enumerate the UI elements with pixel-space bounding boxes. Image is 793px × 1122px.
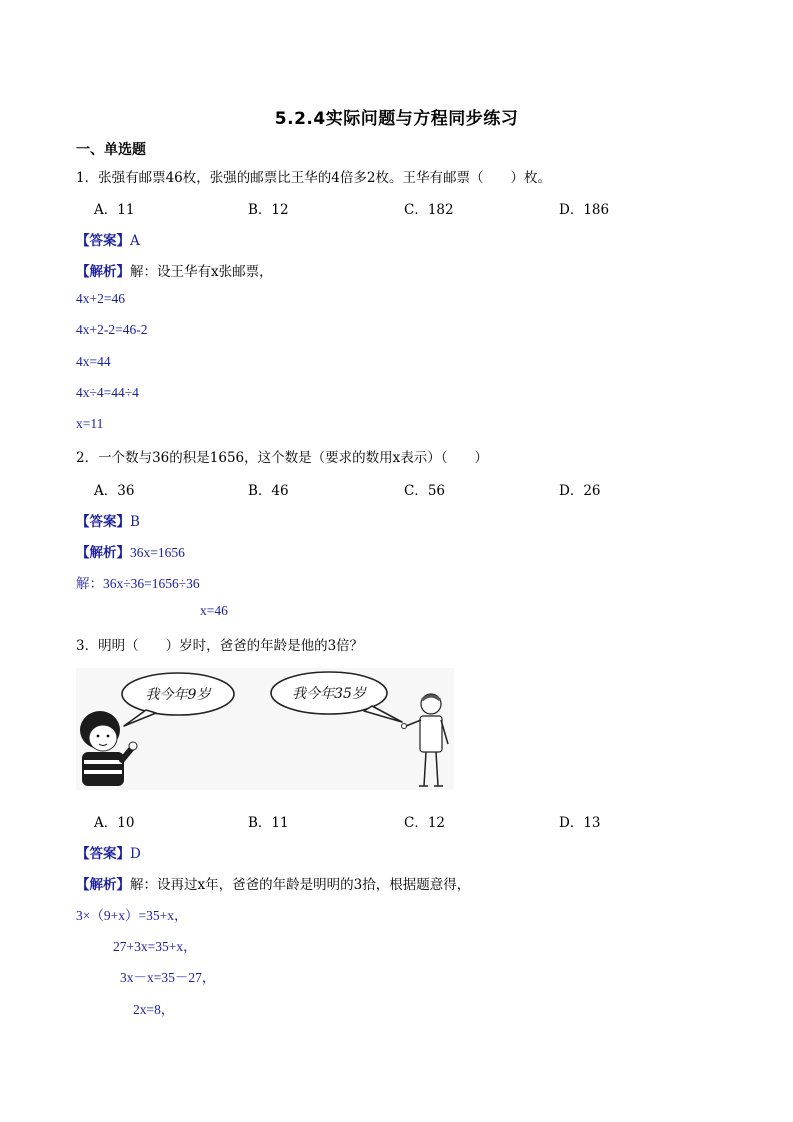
question-2-text: 2．一个数与36的积是1656，这个数是（要求的数用x表示）（ ） <box>76 450 488 466</box>
age-illustration <box>76 668 454 790</box>
analysis-label: 【解析】 <box>76 264 130 280</box>
bubble-right-text: 我今年35岁 <box>292 686 366 702</box>
q1-step-2: 4x+2-2=46-2 <box>76 322 148 337</box>
q3-analysis <box>76 873 470 893</box>
section-heading: 一、单选题 <box>76 142 146 158</box>
q3-option-c: C．12 <box>404 815 446 831</box>
answer-label: 【答案】 <box>76 514 130 530</box>
q1-step-1: 4x+2=46 <box>76 291 125 306</box>
analysis-text: 解：设王华有x张邮票， <box>130 264 273 280</box>
analysis-label: 【解析】 <box>76 877 130 893</box>
answer-value: A <box>130 233 140 249</box>
q2-answer <box>76 510 140 530</box>
q2-option-b: B．46 <box>248 483 289 499</box>
analysis-text: 36x=1656 <box>130 545 185 560</box>
q2-step-1: 解：36x÷36=1656÷36 <box>76 576 200 591</box>
analysis-label: 【解析】 <box>76 545 130 561</box>
answer-label: 【答案】 <box>76 233 130 249</box>
q1-option-a: A．11 <box>94 202 135 218</box>
analysis-text: 解：设再过x年，爸爸的年龄是明明的3拾，根据题意得， <box>130 877 471 893</box>
q1-option-b: B．12 <box>248 202 289 218</box>
q1-answer <box>76 229 140 249</box>
bubble-left-text: 我今年9岁 <box>145 687 211 703</box>
q3-option-d: D．13 <box>559 815 601 831</box>
q2-option-d: D．26 <box>559 483 601 499</box>
q1-step-3: 4x=44 <box>76 354 111 369</box>
q3-answer <box>76 842 141 862</box>
q2-option-c: C．56 <box>404 483 446 499</box>
q1-step-5: x=11 <box>76 416 104 431</box>
q2-analysis <box>76 541 185 561</box>
question-1-text: 1．张强有邮票46枚，张强的邮票比王华的4倍多2枚。王华有邮票（ ）枚。 <box>76 170 551 186</box>
q2-step-2: x=46 <box>200 603 228 618</box>
q3-step-4: 2x=8， <box>133 1002 175 1017</box>
q3-step-3: 3x－x=35－27， <box>120 970 216 985</box>
q3-step-1: 3×（9+x）=35+x， <box>76 908 188 923</box>
page-title: 5.2.4实际问题与方程同步练习 <box>274 109 519 129</box>
q1-option-c: C．182 <box>404 202 454 218</box>
question-3-text: 3．明明（ ）岁时，爸爸的年龄是他的3倍？ <box>76 638 364 654</box>
q3-step-2: 27+3x=35+x， <box>113 939 197 954</box>
q1-analysis <box>76 260 273 280</box>
q2-option-a: A．36 <box>94 483 135 499</box>
q1-option-d: D．186 <box>559 202 610 218</box>
q3-option-b: B．11 <box>248 815 289 831</box>
answer-label: 【答案】 <box>76 846 130 862</box>
answer-value: D <box>130 846 141 862</box>
q3-option-a: A．10 <box>94 815 135 831</box>
q1-step-4: 4x÷4=44÷4 <box>76 385 139 400</box>
answer-value: B <box>130 514 140 530</box>
